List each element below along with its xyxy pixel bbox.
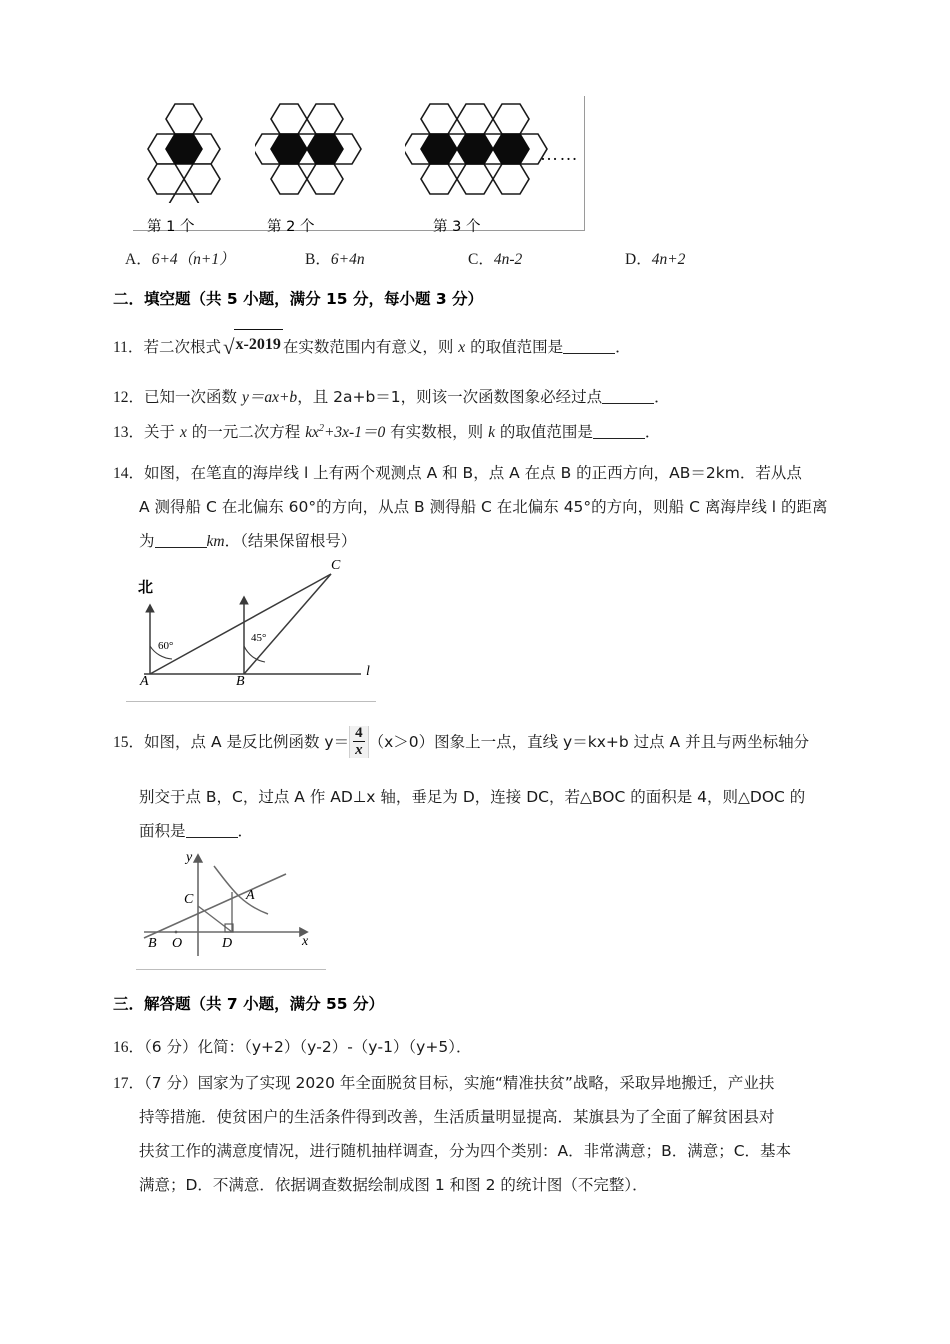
q13-end: ． [644, 424, 661, 442]
hexagon-group-1 [141, 98, 241, 235]
q15-line3-post: ． [237, 823, 254, 840]
radical-body: x‑2019 [234, 329, 282, 360]
point-label-a: A [246, 888, 255, 903]
q15-line1-b: （x＞0）图象上一点，直线 y＝kx+b 过点 A 并且与两坐标轴分 [368, 733, 810, 751]
q11-answer-blank[interactable] [563, 339, 615, 354]
choice-d-label: D [625, 251, 637, 268]
q11-end: ． [615, 339, 631, 356]
pattern-ellipsis: …… [540, 144, 579, 164]
section-two-heading: 二．填空题（共 5 小题，满分 15 分，每小题 3 分） [113, 290, 484, 308]
figure-caption-1: 第 1 个 [147, 219, 195, 235]
question-14-line-2: A 测得船 C 在北偏东 60°的方向，从点 B 测得船 C 在北偏东 45°的方向，则船 C 离海岸线 l 的距离 [139, 498, 828, 516]
choice-b-label: B [305, 251, 316, 268]
q13-number: 13． [113, 424, 145, 442]
line-label-l: l [366, 664, 370, 679]
hexagon-cluster-1-svg [141, 98, 241, 203]
q17-number: 17． [113, 1075, 145, 1092]
point-label-b: B [236, 674, 245, 689]
figure-right-border [584, 96, 585, 231]
q11-post-a: 在实数范围内有意义，则 [282, 338, 459, 356]
choice-b-text: 6+4n [330, 251, 365, 268]
q16-score: （6 分） [144, 1038, 198, 1056]
fraction-denominator: x [355, 742, 363, 759]
axis-label-x: x [302, 934, 309, 949]
choice-c-dot: ． [478, 251, 494, 268]
navfig-bottom-rule [126, 701, 376, 702]
q15-line3-pre: 面积是 [139, 822, 186, 840]
coordfig-bottom-rule [136, 969, 326, 970]
q14-number: 14． [113, 465, 145, 482]
q15-answer-blank[interactable] [186, 823, 238, 838]
q11-pre: 若二次根式 [143, 338, 221, 356]
q15-number: 15． [113, 734, 145, 751]
figure-caption-3: 第 3 个 [433, 219, 481, 235]
question-11 [113, 332, 631, 363]
question-17-line-2: 持等措施．使贫困户的生活条件得到改善，生活质量明显提高．某旗县为了全面了解贫困县对 [139, 1108, 775, 1126]
q13-text-c: 有实数根，则 [385, 423, 489, 442]
question-17-line-3: 扶贫工作的满意度情况，进行随机抽样调查，分为四个类别：A．非常满意；B．满意；C．基本 [139, 1142, 792, 1160]
radical-expression [221, 332, 283, 363]
figure-caption-2: 第 2 个 [267, 219, 315, 235]
question-14-line-3 [139, 526, 356, 557]
point-label-o: O [172, 936, 183, 951]
hexagon-pattern-figure [133, 92, 585, 235]
choice-b-dot: ． [315, 251, 331, 268]
hexagon-group-2 [255, 98, 385, 235]
choice-option-b[interactable] [305, 245, 365, 275]
choice-d-text: 4n+2 [651, 251, 686, 268]
fraction-numerator: 4 [355, 725, 363, 742]
q13-var: x [179, 424, 187, 442]
choice-option-d[interactable] [625, 245, 685, 275]
q11-post-b: 的取值范围是 [465, 338, 564, 356]
q13-text-d: 的取值范围是 [494, 423, 593, 442]
axis-label-y: y [186, 850, 193, 865]
figure-bottom-border [133, 230, 585, 231]
q14-line1: 如图，在笔直的海岸线 l 上有两个观测点 A 和 B，点 A 在点 B 的正西方向，AB＝2km．若从点 [144, 464, 802, 482]
point-label-d: D [222, 936, 233, 951]
point-label-c: C [184, 892, 194, 907]
point-label-a: A [140, 674, 149, 689]
fraction-4-over-x [349, 726, 369, 758]
q13-expr: kx [305, 424, 319, 442]
question-15-line-1 [113, 727, 809, 759]
q12-end: ． [654, 389, 670, 406]
q16-number: 16． [113, 1039, 145, 1056]
choice-a-dot: ． [136, 251, 152, 268]
question-13 [113, 414, 660, 448]
q17-line1: 国家为了实现 2020 年全面脱贫目标，实施“精准扶贫”战略，采取异地搬迁，产业扶 [197, 1074, 775, 1092]
q12-answer-blank[interactable] [602, 389, 654, 404]
north-label: 北 [138, 578, 154, 596]
choice-option-a[interactable] [125, 245, 235, 275]
coastline-bearing-diagram [126, 556, 396, 702]
q14-answer-blank[interactable] [155, 533, 207, 548]
q13-answer-blank[interactable] [593, 424, 645, 439]
hexagon-cluster-2-svg [255, 98, 385, 203]
point-label-c: C [331, 558, 341, 573]
question-15-line-3 [139, 816, 253, 847]
q11-number: 11． [113, 339, 144, 356]
q14-line3-pre: 为 [139, 532, 155, 550]
q12-number: 12． [113, 389, 145, 406]
q14-unit: km [206, 533, 225, 550]
question-12 [113, 382, 670, 413]
section-three-heading: 三．解答题（共 7 小题，满分 55 分） [113, 995, 384, 1013]
angle-label-60: 60° [158, 640, 174, 652]
question-17-line-4: 满意；D．不满意．依据调查数据绘制成图 1 和图 2 的统计图（不完整）． [139, 1176, 648, 1194]
q13-text-a: 关于 [144, 423, 180, 442]
radical-sign: √ [222, 335, 235, 359]
q11-var: x [458, 339, 466, 356]
choice-a-text: 6+4（n+1） [151, 251, 235, 268]
question-14-line-1 [113, 458, 802, 489]
q12-expr: y＝ax+b [241, 389, 298, 406]
point-label-b: B [148, 936, 157, 951]
question-15-line-2: 别交于点 B，C，过点 A 作 AD⊥x 轴，垂足为 D，连接 DC，若△BOC 的面积是 4，则△DOC 的 [139, 788, 806, 806]
q14-line3-post: ．（结果保留根号） [224, 532, 357, 550]
inverse-proportional-graph [136, 848, 334, 970]
q13-var2: k [488, 424, 495, 442]
q16-text: 化简：（y+2）（y‑2）‑（y‑1）（y+5）． [197, 1038, 472, 1056]
q13-exponent: 2 [318, 423, 324, 434]
angle-label-45: 45° [251, 632, 267, 644]
q12-text-a: 已知一次函数 [144, 388, 242, 406]
q13-text-b: 的一元二次方程 [186, 423, 306, 442]
coastline-diagram-svg [126, 556, 394, 696]
q13-expr-rest: +3x‑1＝0 [323, 424, 386, 442]
choice-c-text: 4n‑2 [493, 251, 523, 268]
choice-d-dot: ． [636, 251, 652, 268]
question-16 [113, 1032, 471, 1063]
question-17-line-1 [113, 1068, 774, 1099]
q17-score: （7 分） [144, 1074, 198, 1092]
choice-c-label: C [468, 251, 479, 268]
q15-line1-a: 如图，点 A 是反比例函数 y＝ [144, 733, 350, 751]
q12-text-b: ，且 2a+b＝1，则该一次函数图象必经过点 [297, 388, 603, 406]
choice-option-c[interactable] [468, 245, 522, 275]
choice-a-label: A [125, 251, 137, 268]
